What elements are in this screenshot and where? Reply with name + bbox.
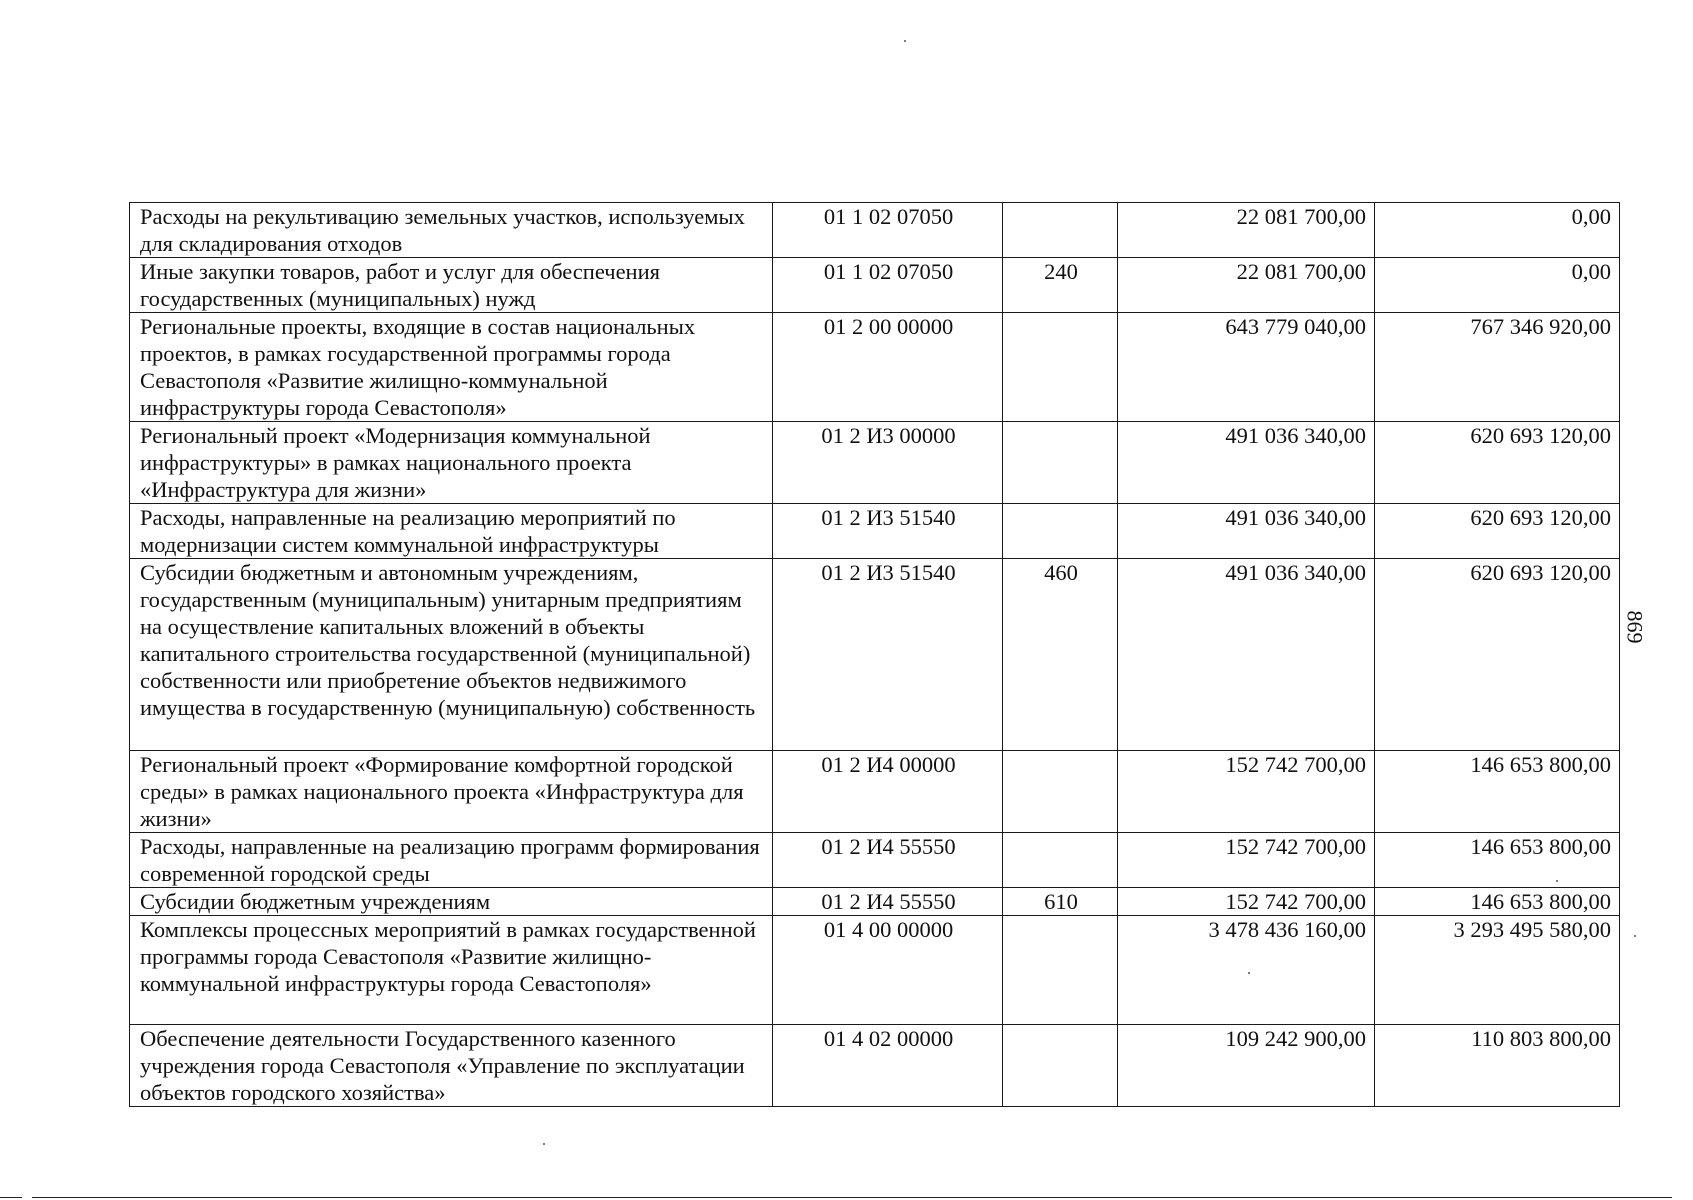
- row-code: 01 2 И3 51540: [773, 504, 1003, 559]
- row-type: [1003, 203, 1118, 258]
- row-name: Комплексы процессных мероприятий в рамках государственной программы города Севастополя «Развитие жилищно-коммунальной инфраструктуры города Севастополя»: [130, 916, 773, 1025]
- table-row: [130, 833, 1620, 888]
- row-sum2: 0,00: [1375, 203, 1620, 258]
- row-type: 460: [1003, 559, 1118, 751]
- row-type: [1003, 751, 1118, 833]
- row-sum2: 767 346 920,00: [1375, 313, 1620, 422]
- budget-table: [129, 202, 1620, 1107]
- row-sum2: 146 653 800,00: [1375, 751, 1620, 833]
- table-row: [130, 504, 1620, 559]
- table-row: [130, 313, 1620, 422]
- row-code: 01 2 И4 00000: [773, 751, 1003, 833]
- row-sum1: 22 081 700,00: [1118, 258, 1375, 313]
- row-name: Региональные проекты, входящие в состав национальных проектов, в рамках государственной программы города Севастополя «Развитие жилищно-коммунальной инфраструктуры города Севастополя»: [130, 313, 773, 422]
- bottom-divider: [32, 1197, 1672, 1198]
- row-type: 610: [1003, 888, 1118, 916]
- scan-speck: [1248, 972, 1250, 974]
- row-sum1: 643 779 040,00: [1118, 313, 1375, 422]
- row-type: [1003, 1025, 1118, 1107]
- row-sum1: 491 036 340,00: [1118, 422, 1375, 504]
- row-name: Иные закупки товаров, работ и услуг для обеспечения государственных (муниципальных) нужд: [130, 258, 773, 313]
- row-sum2: 620 693 120,00: [1375, 559, 1620, 751]
- row-sum2: 110 803 800,00: [1375, 1025, 1620, 1107]
- row-sum1: 3 478 436 160,00: [1118, 916, 1375, 1025]
- row-type: [1003, 916, 1118, 1025]
- table-row: [130, 888, 1620, 916]
- row-sum1: 491 036 340,00: [1118, 559, 1375, 751]
- scan-speck: [1556, 880, 1558, 882]
- row-code: 01 2 И4 55550: [773, 833, 1003, 888]
- row-code: 01 2 00 00000: [773, 313, 1003, 422]
- row-type: [1003, 833, 1118, 888]
- row-sum2: 146 653 800,00: [1375, 833, 1620, 888]
- row-name: Расходы на рекультивацию земельных участков, используемых для складирования отходов: [130, 203, 773, 258]
- row-type: [1003, 422, 1118, 504]
- row-name: Расходы, направленные на реализацию мероприятий по модернизации систем коммунальной инфраструктуры: [130, 504, 773, 559]
- row-type: 240: [1003, 258, 1118, 313]
- row-code: 01 4 00 00000: [773, 916, 1003, 1025]
- table-row: [130, 559, 1620, 751]
- row-name: Субсидии бюджетным и автономным учреждениям, государственным (муниципальным) унитарным предприятиям на осуществление капитальных вложений в объекты капитального строительства государственной (муниципальной) собственности или приобретение объектов недвижимого имущества в государственную (муниципальную) собственность: [130, 559, 773, 751]
- row-sum2: 0,00: [1375, 258, 1620, 313]
- table-row: [130, 916, 1620, 1025]
- row-sum1: 152 742 700,00: [1118, 833, 1375, 888]
- scan-speck: [543, 1143, 545, 1145]
- row-type: [1003, 504, 1118, 559]
- table-row: [130, 203, 1620, 258]
- row-type: [1003, 313, 1118, 422]
- page-number: 869: [1622, 610, 1648, 644]
- row-code: 01 2 И3 00000: [773, 422, 1003, 504]
- row-name: Региональный проект «Модернизация коммунальной инфраструктуры» в рамках национального проекта «Инфраструктура для жизни»: [130, 422, 773, 504]
- row-sum1: 152 742 700,00: [1118, 751, 1375, 833]
- row-code: 01 2 И3 51540: [773, 559, 1003, 751]
- table-row: [130, 422, 1620, 504]
- row-sum2: 146 653 800,00: [1375, 888, 1620, 916]
- table-row: [130, 751, 1620, 833]
- row-sum2: 3 293 495 580,00: [1375, 916, 1620, 1025]
- row-sum2: 620 693 120,00: [1375, 422, 1620, 504]
- budget-table-body: [130, 203, 1620, 1107]
- row-code: 01 4 02 00000: [773, 1025, 1003, 1107]
- scan-speck: [1634, 935, 1636, 937]
- row-name: Расходы, направленные на реализацию программ формирования современной городской среды: [130, 833, 773, 888]
- table-row: [130, 258, 1620, 313]
- row-sum1: 109 242 900,00: [1118, 1025, 1375, 1107]
- row-sum2: 620 693 120,00: [1375, 504, 1620, 559]
- row-sum1: 22 081 700,00: [1118, 203, 1375, 258]
- row-sum1: 152 742 700,00: [1118, 888, 1375, 916]
- scan-speck: [904, 40, 906, 42]
- row-code: 01 1 02 07050: [773, 203, 1003, 258]
- row-name: Обеспечение деятельности Государственного казенного учреждения города Севастополя «Управление по эксплуатации объектов городского хозяйства»: [130, 1025, 773, 1107]
- row-code: 01 2 И4 55550: [773, 888, 1003, 916]
- row-code: 01 1 02 07050: [773, 258, 1003, 313]
- row-sum1: 491 036 340,00: [1118, 504, 1375, 559]
- row-name: Региональный проект «Формирование комфортной городской среды» в рамках национального проекта «Инфраструктура для жизни»: [130, 751, 773, 833]
- row-name: Субсидии бюджетным учреждениям: [130, 888, 773, 916]
- bottom-divider-left: [0, 1197, 22, 1198]
- table-row: [130, 1025, 1620, 1107]
